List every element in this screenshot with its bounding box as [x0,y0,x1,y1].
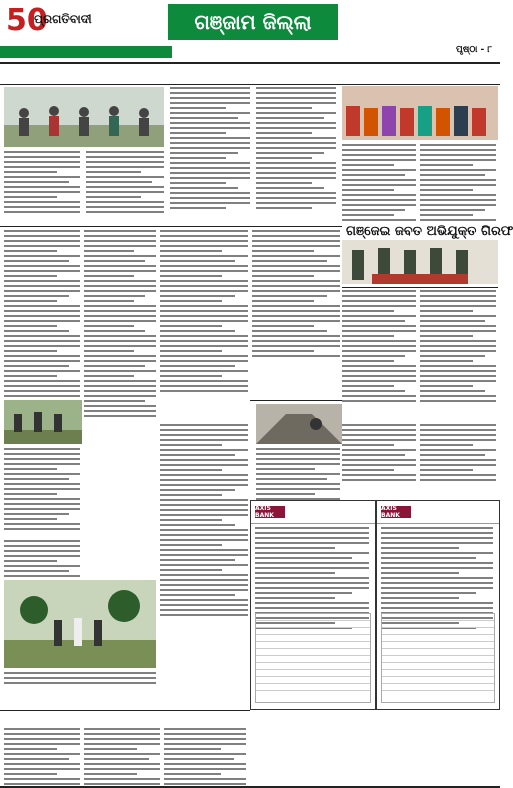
divider [0,84,500,85]
divider [250,400,342,401]
article-body [170,87,250,212]
article-photo-road [256,404,342,444]
dateline [0,46,172,58]
article-photo-police [342,240,498,284]
bank-notice-ad-right[interactable] [376,500,500,710]
article-body [420,424,496,484]
page-number: ପୃଷ୍ଠା - ୮ [456,45,493,55]
axis-bank-logo: AXIS BANK [381,506,411,518]
article-body [342,424,416,484]
article-body [342,144,416,224]
article-body [4,448,80,533]
article-body [256,87,336,212]
article-body [164,728,246,788]
section-title: ଗଞ୍ଜାମ ଜିଲ୍ଲା [168,4,338,40]
article-headline: ଗଞ୍ଜେଇ ଜବତ ଅଭିଯୁକ୍ତ ଗିରଫ [346,224,513,239]
article-body [84,728,160,788]
notice-table [255,613,371,703]
masthead [0,0,500,64]
article-body [256,448,340,508]
article-body [4,151,80,216]
brand-name: ପ୍ରଗତିବାଦୀ [34,12,92,26]
article-photo-plantation [4,580,156,668]
article-body [4,230,80,420]
article-body [342,290,416,405]
article-body [4,672,156,687]
article-body [86,151,164,216]
article-body [420,144,496,224]
article-body [4,728,80,788]
divider [342,287,498,288]
article-photo-field [4,400,82,444]
article-photo-workers [4,87,164,147]
article-body [84,230,156,420]
notice-table [381,613,495,703]
axis-bank-logo: AXIS BANK [255,506,285,518]
bank-notice-ad-left[interactable] [250,500,376,710]
divider [0,710,250,711]
divider [0,226,342,227]
article-body [420,290,496,405]
article-body [160,424,248,619]
logo-number: 50 [6,3,48,38]
article-body [160,230,248,395]
article-body [252,230,340,360]
article-photo-crowd [342,86,498,140]
